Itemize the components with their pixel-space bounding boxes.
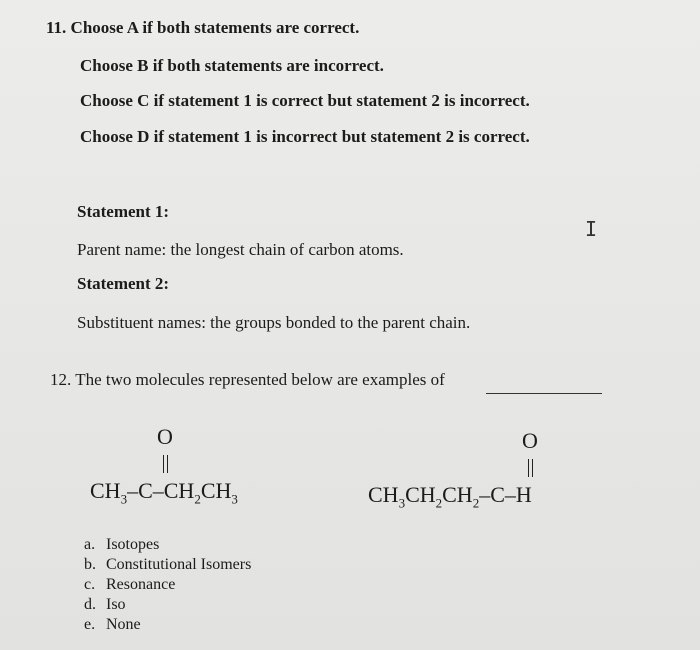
statement2-label: Statement 2: bbox=[77, 274, 170, 293]
q12-question: 12. The two molecules represented below are examples of bbox=[50, 370, 445, 389]
statement1-label: Statement 1: bbox=[77, 202, 170, 221]
q11-heading: 11. Choose A if both statements are correct. bbox=[46, 18, 360, 37]
answer-blank bbox=[486, 393, 602, 394]
statement2-text: Substituent names: the groups bonded to the parent chain. bbox=[77, 313, 471, 332]
option-d: d. Iso bbox=[84, 596, 126, 613]
q11-choice-b: Choose B if both statements are incorrect. bbox=[80, 56, 384, 75]
statement1-text: Parent name: the longest chain of carbon atoms. bbox=[77, 240, 404, 259]
q11-choice-d: Choose D if statement 1 is incorrect but statement 2 is correct. bbox=[80, 127, 530, 146]
text-cursor-icon: I bbox=[585, 217, 598, 241]
molecule2-double-bond bbox=[528, 459, 533, 477]
option-b: b. Constitutional Isomers bbox=[84, 556, 252, 573]
option-c: c. Resonance bbox=[84, 576, 176, 593]
molecule2-formula: $CH_3CH_2CH_2-C-H$ bbox=[368, 482, 532, 511]
molecule2-oxygen: O bbox=[522, 428, 538, 453]
molecule1-double-bond bbox=[163, 455, 168, 473]
q11-choice-c: Choose C if statement 1 is correct but statement 2 is incorrect. bbox=[80, 91, 530, 110]
molecule1-oxygen: O bbox=[157, 424, 173, 449]
option-e: e. None bbox=[84, 616, 141, 633]
molecule1-formula: $CH_3-C-CH_2CH_3$ bbox=[90, 478, 238, 507]
option-a: a. Isotopes bbox=[84, 536, 160, 553]
